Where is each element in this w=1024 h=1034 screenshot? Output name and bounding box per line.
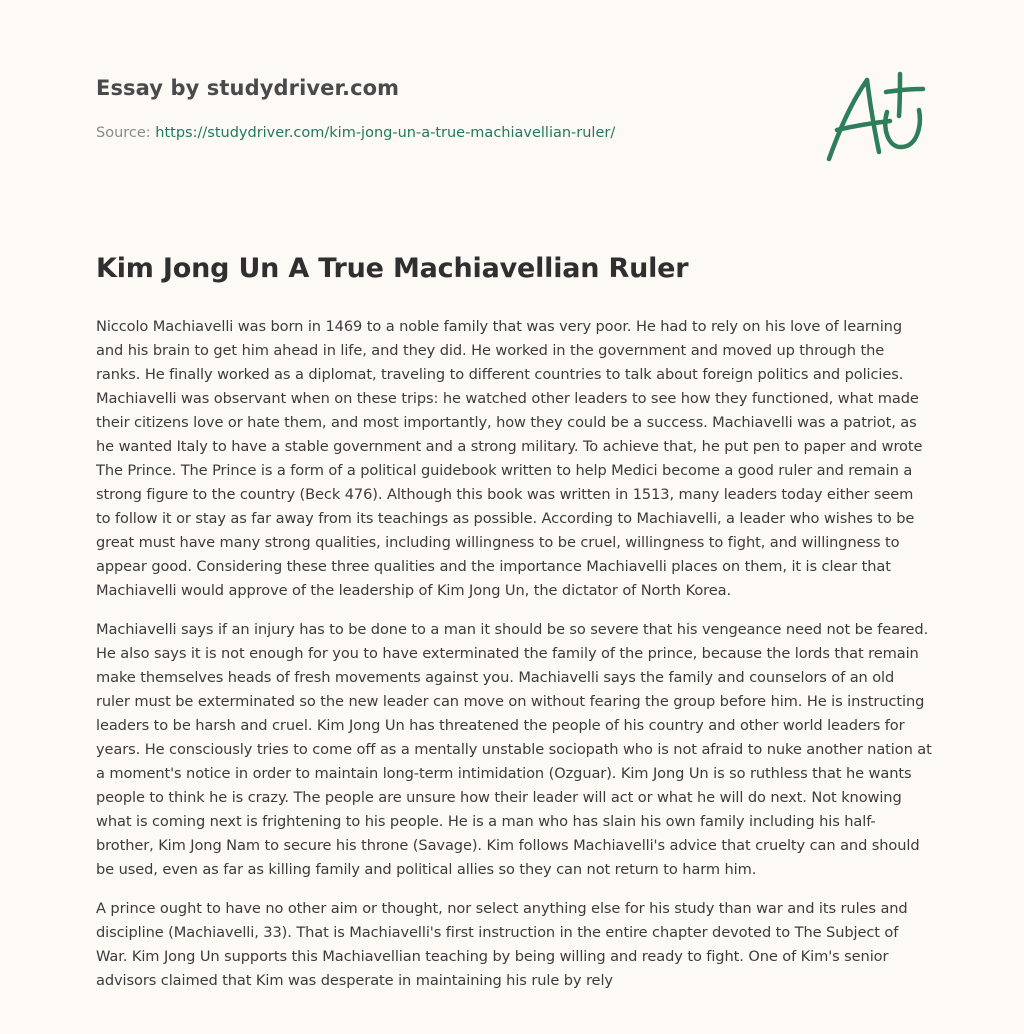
essay-paragraph: A prince ought to have no other aim or thought, nor select anything else for his study than war and its rules and discipline (Machiavelli, 33). That is Machiavelli's first instruction in the entire chapter devoted to The Subject of War. Kim Jong Un supports this Machiavellian teaching by being willing and ready to fight. One of Kim's senior advisors claimed that Kim was desperate in maintaining his rule by rely (96, 900, 908, 989)
source-link[interactable]: https://studydriver.com/kim-jong-un-a-true-machiavellian-ruler/ (155, 125, 616, 141)
source-line (96, 125, 716, 141)
essay-title: Kim Jong Un A True Machiavellian Ruler (96, 253, 689, 284)
essay-body (96, 315, 932, 1008)
a-plus-logo (820, 68, 930, 166)
page-header (96, 76, 716, 141)
essay-paragraph: Machiavelli says if an injury has to be done to a man it should be so severe that his vengeance need not be feared. He also says it is not enough for you to have exterminated the family of the prince, because the lords that remain make themselves heads of fresh movements against you. Machiavelli says the family and counselors of an old ruler must be exterminated so the new leader can move on without fearing the group before him. He is instructing leaders to be harsh and cruel. Kim Jong Un has threatened the people of his country and other world leaders for years. He consciously tries to come off as a mentally unstable sociopath who is not afraid to nuke another nation at a moment's notice in order to maintain long-term intimidation (Ozguar). Kim Jong Un is so ruthless that he wants people to think he is crazy. The people are unsure how their leader will act or what he will do next. Not knowing what is coming next is frightening to his people. He is a man who has slain his own family including his half-brother, Kim Jong Nam to secure his throne (Savage). Kim follows Machiavelli's advice that cruelty can and should be used, even as far as killing family and political allies so they can not return to harm him. (96, 621, 932, 878)
essay-paragraph: Niccolo Machiavelli was born in 1469 to a noble family that was very poor. He had to rely on his love of learning and his brain to get him ahead in life, and they did. He worked in the government and moved up through the ranks. He finally worked as a diplomat, traveling to different countries to talk about foreign politics and policies. Machiavelli was observant when on these trips: he watched other leaders to see how they functioned, what made their citizens love or hate them, and most importantly, how they could be a success. Machiavelli was a patriot, as he wanted Italy to have a stable government and a strong military. To achieve that, he put pen to paper and wrote The Prince. The Prince is a form of a political guidebook written to help Medici become a good ruler and remain a strong figure to the country (Beck 476). Although this book was written in 1513, many leaders today either seem to follow it or stay as far away from its teachings as possible. According to Machiavelli, a leader who wishes to be great must have many strong qualities, including willingness to be cruel, willingness to fight, and willingness to appear good. Considering these three qualities and the importance Machiavelli places on them, it is clear that Machiavelli would approve of the leadership of Kim Jong Un, the dictator of North Korea. (96, 318, 923, 599)
source-label: Source: (96, 125, 151, 141)
site-title: Essay by studydriver.com (96, 76, 400, 100)
